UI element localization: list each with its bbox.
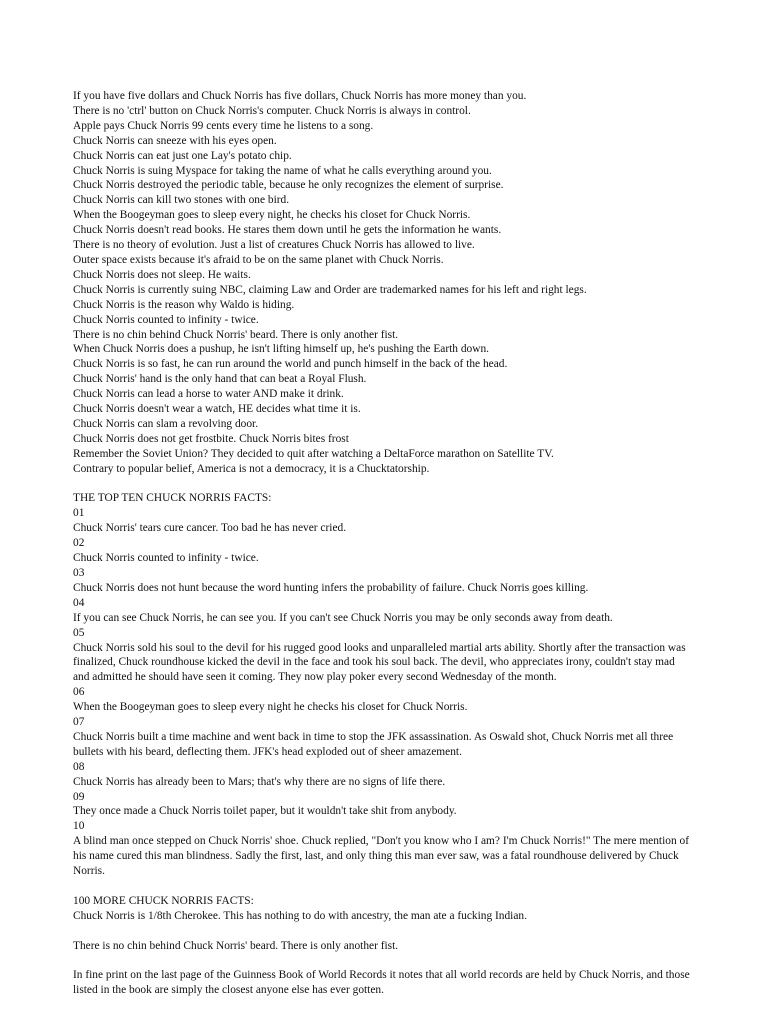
fact-number: 02 [73, 537, 85, 550]
fact-line: Chuck Norris is so fast, he can run around the world and punch himself in the back of the head. [73, 358, 508, 371]
fact-line: Apple pays Chuck Norris 99 cents every time he listens to a song. [73, 119, 374, 132]
fact-line: Outer space exists because it's afraid to be on the same planet with Chuck Norris. [73, 253, 444, 266]
fact-text: In fine print on the last page of the Guinness Book of World Records it notes that all world records are held by Chuck Norris, and those listed in the book are simply the closest anyone else has ever gotten. [73, 969, 690, 997]
fact-line: There is no theory of evolution. Just a list of creatures Chuck Norris has allowed to live. [73, 239, 475, 252]
fact-text: There is no chin behind Chuck Norris' beard. There is only another fist. [73, 939, 399, 952]
intro-facts-list [73, 89, 691, 477]
fact-text: Chuck Norris does not hunt because the word hunting infers the probability of failure. Chuck Norris goes killing. [73, 581, 589, 594]
fact-text: If you can see Chuck Norris, he can see you. If you can't see Chuck Norris you may be only seconds away from death. [73, 611, 613, 624]
fact-line: Contrary to popular belief, America is not a democracy, it is a Chucktatorship. [73, 462, 430, 475]
fact-text: Chuck Norris' tears cure cancer. Too bad he has never cried. [73, 522, 347, 535]
fact-number: 01 [73, 507, 85, 520]
fact-text: A blind man once stepped on Chuck Norris' shoe. Chuck replied, "Don't you know who I am? I'm Chuck Norris!" The mere mention of his name cured this man blindness. Sadly the first, last, and only thing this man ever saw, was a fatal roundhouse delivered by Chuck Norris. [73, 835, 689, 878]
document-text [73, 89, 691, 998]
fact-line: Chuck Norris is currently suing NBC, claiming Law and Order are trademarked names for his left and right legs. [73, 283, 587, 296]
fact-text: Chuck Norris counted to infinity - twice. [73, 552, 259, 565]
fact-text: Chuck Norris is 1/8th Cherokee. This has nothing to do with ancestry, the man ate a fucking Indian. [73, 909, 527, 922]
fact-line: Chuck Norris' hand is the only hand that can beat a Royal Flush. [73, 373, 367, 386]
more-facts-section [73, 894, 691, 998]
fact-line: When the Boogeyman goes to sleep every night, he checks his closet for Chuck Norris. [73, 209, 471, 222]
fact-text: Chuck Norris has already been to Mars; that's why there are no signs of life there. [73, 775, 446, 788]
fact-line: Remember the Soviet Union? They decided to quit after watching a DeltaForce marathon on Satellite TV. [73, 447, 554, 460]
fact-number: 08 [73, 760, 85, 773]
fact-line: There is no chin behind Chuck Norris' beard. There is only another fist. [73, 328, 399, 341]
fact-line: There is no 'ctrl' button on Chuck Norris's computer. Chuck Norris is always in control. [73, 104, 471, 117]
section-heading: THE TOP TEN CHUCK NORRIS FACTS: [73, 492, 272, 505]
fact-line: Chuck Norris destroyed the periodic table, because he only recognizes the element of surprise. [73, 179, 504, 192]
fact-line: Chuck Norris doesn't read books. He stares them down until he gets the information he wants. [73, 224, 502, 237]
fact-text: Chuck Norris sold his soul to the devil for his rugged good looks and unparalleled martial arts ability. Shortly after the transaction was finalized, Chuck roundhouse kicked the devil in the face and took his soul back. The devil, who appreciates irony, couldn't stay mad and admitted he should have seen it coming. They now play poker every second Wednesday of the month. [73, 641, 686, 684]
fact-line: Chuck Norris does not get frostbite. Chuck Norris bites frost [73, 432, 349, 445]
fact-text: When the Boogeyman goes to sleep every night he checks his closet for Chuck Norris. [73, 701, 468, 714]
fact-line: Chuck Norris doesn't wear a watch, HE decides what time it is. [73, 403, 361, 416]
fact-number: 03 [73, 566, 85, 579]
fact-line: Chuck Norris can slam a revolving door. [73, 417, 259, 430]
fact-line: Chuck Norris does not sleep. He waits. [73, 268, 251, 281]
fact-line: When Chuck Norris does a pushup, he isn't lifting himself up, he's pushing the Earth down. [73, 343, 490, 356]
fact-line: Chuck Norris can kill two stones with one bird. [73, 194, 290, 207]
fact-number: 05 [73, 626, 85, 639]
fact-number: 07 [73, 716, 85, 729]
spacer [73, 924, 691, 939]
fact-number: 10 [73, 820, 85, 833]
fact-text: They once made a Chuck Norris toilet paper, but it wouldn't take shit from anybody. [73, 805, 457, 818]
spacer [73, 879, 691, 894]
fact-number: 06 [73, 686, 85, 699]
fact-line: Chuck Norris is the reason why Waldo is hiding. [73, 298, 295, 311]
fact-number: 09 [73, 790, 85, 803]
fact-line: Chuck Norris can sneeze with his eyes open. [73, 134, 277, 147]
top-ten-section [73, 491, 691, 879]
fact-line: If you have five dollars and Chuck Norris has five dollars, Chuck Norris has more money than you. [73, 90, 527, 102]
fact-number: 04 [73, 596, 85, 609]
fact-text: Chuck Norris built a time machine and went back in time to stop the JFK assassination. As Oswald shot, Chuck Norris met all three bullets with his beard, deflecting them. JFK's head exploded out of sheer amazement. [73, 730, 674, 758]
spacer [73, 954, 691, 969]
spacer [73, 477, 691, 492]
fact-line: Chuck Norris is suing Myspace for taking the name of what he calls everything around you. [73, 164, 492, 177]
section-heading: 100 MORE CHUCK NORRIS FACTS: [73, 894, 254, 907]
fact-line: Chuck Norris can eat just one Lay's potato chip. [73, 149, 292, 162]
fact-line: Chuck Norris counted to infinity - twice. [73, 313, 259, 326]
fact-line: Chuck Norris can lead a horse to water AND make it drink. [73, 388, 344, 401]
